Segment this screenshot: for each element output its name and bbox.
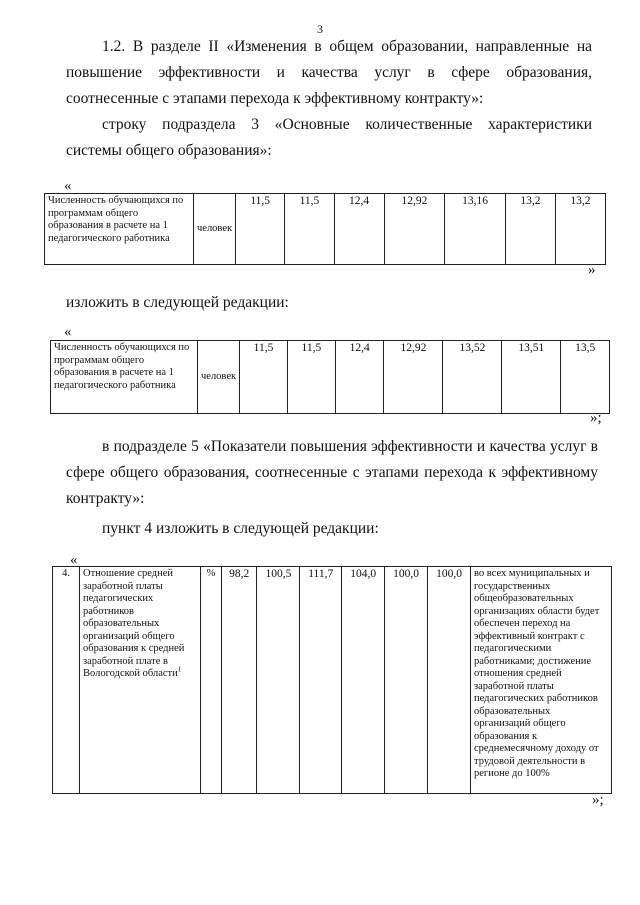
value-cell: 13,2 <box>505 194 555 265</box>
value-cell: 12,4 <box>335 341 384 414</box>
value-cell: 11,5 <box>287 341 335 414</box>
unit-cell: % <box>201 567 222 794</box>
unit-cell: человек <box>194 194 236 265</box>
value-cell: 13,52 <box>443 341 502 414</box>
value-cell: 13,2 <box>555 194 605 265</box>
table-point4 <box>52 566 612 794</box>
value-cell: 11,5 <box>285 194 334 265</box>
row-label: Численность обучающихся по программам общего образования в расчете на 1 педагогического работника <box>51 341 198 414</box>
row-label <box>80 567 201 794</box>
value-cell: 11,5 <box>236 194 285 265</box>
table-new <box>50 340 610 414</box>
result-cell: во всех муниципальных и государственных общеобразовательных организациях области будет обеспечен переход на эффективный контракт с педагогическими работниками; достижение отношения средней заработной платы педагогических работников образовательных организаций общего образования к среднемесячному доходу от трудовой деятельности в регионе до 100% <box>471 567 612 794</box>
row-number: 4. <box>53 567 80 794</box>
open-quote-2: « <box>64 324 72 340</box>
subsection-intro: в подразделе 5 «Показатели повышения эффективности и качества услуг в сфере общего образования, соотнесенные с этапами перехода к эффективному контракту»: <box>66 438 598 507</box>
section-intro: 1.2. В разделе II «Изменения в общем образовании, направленные на повышение эффективности и качества услуг в сфере образования, соотнесенные с этапами перехода к эффективному контракту»: <box>66 38 592 107</box>
value-cell: 100,0 <box>428 567 471 794</box>
close-quote-3: »; <box>592 792 604 808</box>
open-quote-3: « <box>70 552 78 568</box>
value-cell: 98,2 <box>222 567 257 794</box>
value-cell: 13,51 <box>502 341 561 414</box>
value-cell: 12,4 <box>334 194 384 265</box>
row-label: Численность обучающихся по программам общего образования в расчете на 1 педагогического работника <box>45 194 194 265</box>
page-number: 3 <box>317 22 323 36</box>
value-cell: 13,5 <box>561 341 610 414</box>
value-cell: 100,5 <box>257 567 300 794</box>
value-cell: 111,7 <box>300 567 342 794</box>
value-cell: 104,0 <box>342 567 385 794</box>
point-intro: пункт 4 изложить в следующей редакции: <box>102 520 379 537</box>
table-row <box>51 341 610 414</box>
footnote-mark: 1 <box>177 665 182 674</box>
row-label-text: Отношение средней заработной платы педагогических работников образовательных организаций общего образования к средней заработной плате в Вологодской области <box>83 568 185 679</box>
table-old <box>44 193 606 265</box>
table-row <box>53 567 612 794</box>
close-quote-2: »; <box>590 410 602 426</box>
unit-cell: человек <box>198 341 240 414</box>
close-quote-1: » <box>588 262 596 278</box>
value-cell: 12,92 <box>384 341 443 414</box>
value-cell: 12,92 <box>384 194 445 265</box>
value-cell: 11,5 <box>240 341 288 414</box>
table-row <box>45 194 606 265</box>
value-cell: 13,16 <box>445 194 506 265</box>
row-intro: строку подраздела 3 «Основные количественные характеристики системы общего образования»: <box>66 116 592 159</box>
value-cell: 100,0 <box>385 567 428 794</box>
new-edition-text: изложить в следующей редакции: <box>66 294 289 311</box>
open-quote-1: « <box>64 178 72 194</box>
